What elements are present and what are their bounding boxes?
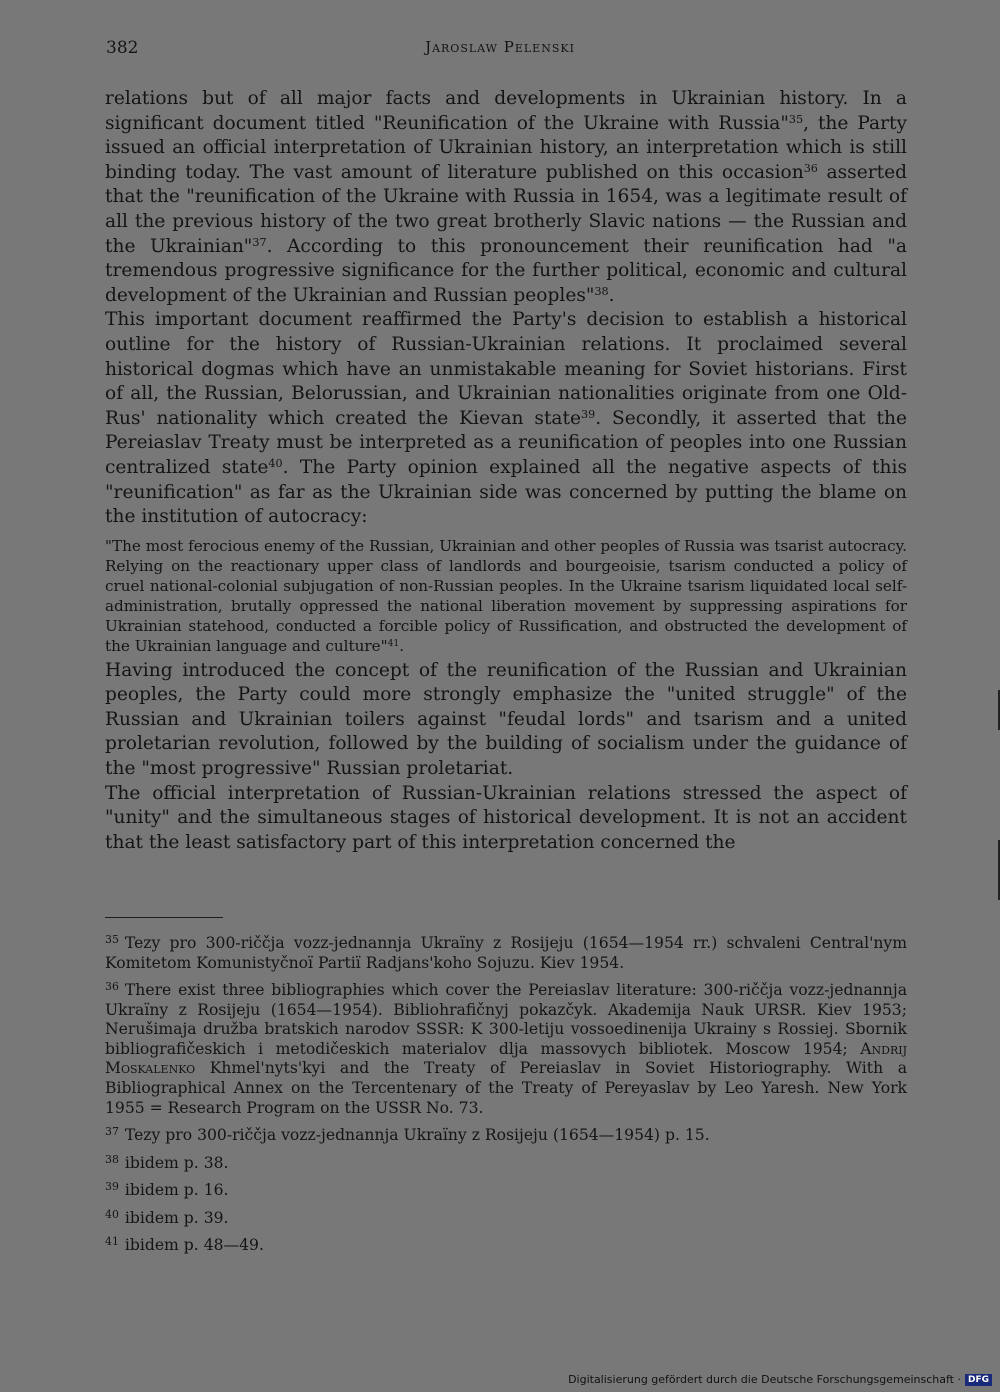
footnote-36 [105,977,907,1118]
footnote-35 [105,930,907,973]
footnote-ref-40[interactable]: 40 [268,456,283,470]
quote-text-a: "The most ferocious enemy of the Russian, Ukrainian and other peoples of Russia was tsarist autocracy. Relying on the reactionary upper class of landlords and bourgeoisie, tsarism conducted a policy of cruel national-colonial subjugation of non-Russian peoples. In the Ukraine tsarism liquidated local self-administration, brutally oppressed the national liberation movement by suppressing aspirations for Ukrainian statehood, conducted a forcible policy of Russification, and obstructed the development of the Ukrainian language and culture" [105,536,907,655]
paragraph-1-text-a: relations but of all major facts and developments in Ukrainian history. In a significant document titled "Reunification of the Ukraine with Russia" [105,88,907,134]
footnote-number: 37 [105,1125,119,1139]
footnote-ref-41[interactable]: 41 [387,638,400,649]
footnote-ref-38[interactable]: 38 [594,284,609,298]
footnote-38 [105,1150,907,1174]
footnote-number: 41 [105,1235,119,1249]
footnote-ref-37[interactable]: 37 [252,235,267,249]
footnote-text: ibidem p. 16. [124,1181,229,1200]
footnote-number: 35 [105,933,119,946]
paragraph-4: The official interpretation of Russian-Ukrainian relations stressed the aspect of "unity" and the simultaneous stages of historical development. It is not an accident that the least satisfactory part of this interpretation concerned the [105,782,907,853]
footnote-text-b: Khmel'nyts'kyi and the Treaty of Pereiaslav in Soviet Historiography. With a Bibliographical Annex on the Tercentenary of the Treaty of Pereyaslav by Leo Yaresh. New York 1955 = Research Program on the USSR No. 73. [105,1059,907,1117]
page-number: 382 [106,38,139,58]
paragraph-1 [105,87,907,308]
dfg-logo: DFG [965,1374,992,1386]
footnote-ref-39[interactable]: 39 [581,407,596,421]
footnote-ref-35[interactable]: 35 [788,112,804,126]
paragraph-2 [105,308,907,529]
footnote-text: ibidem p. 38. [124,1153,229,1172]
footnote-number: 38 [105,1152,119,1166]
footnote-number: 40 [105,1207,119,1221]
paragraph-1-text-c: asserted that the "reunification of the Ukraine with Russia in 1654, was a legitimate result of all the previous history of the two great brotherly Slavic nations — the Russian and the Ukrainian" [105,161,907,257]
running-head: Jaroslaw Pelenski [425,38,575,56]
block-quote [105,536,907,656]
footnote-37 [105,1122,907,1146]
footnote-author: Andrij Moskalenko [105,1039,907,1078]
footnote-text: Tezy pro 300-riččja vozz-jednannja Ukraïny z Rosijeju (1654—1954) p. 15. [124,1126,710,1145]
stamp-text: Digitalisierung gefördert durch die Deutsche Forschungsgemeinschaft · [568,1373,961,1386]
footnote-41 [105,1232,907,1256]
quote-text-b: . [399,636,405,655]
footnote-number: 39 [105,1180,119,1194]
footnote-text: ibidem p. 48—49. [124,1236,264,1255]
footnote-divider [105,917,223,918]
footnote-text: ibidem p. 39. [124,1208,229,1227]
footnote-40 [105,1205,907,1229]
paragraph-1-text-b: , the Party issued an official interpretation of Ukrainian history, an interpretation which is still binding today. The vast amount of literature published on this occasion [105,112,907,183]
footnote-ref-36[interactable]: 36 [803,161,818,175]
paragraph-3: Having introduced the concept of the reunification of the Russian and Ukrainian peoples, the Party could more strongly emphasize the "united struggle" of the Russian and Ukrainian toilers against "feudal lords" and tsarism and a united proletarian revolution, followed by the building of socialism under the guidance of the "most progressive" Russian proletariat. [105,659,907,780]
paragraph-1-text-d: . According to this pronouncement their reunification had "a tremendous progressive significance for the further political, economic and cultural development of the Ukrainian and Russian peoples" [105,235,907,306]
paragraph-1-text-e: . [608,284,615,306]
footnote-text: Tezy pro 300-riččja vozz-jednannja Ukraïny z Rosijeju (1654—1954 rr.) schvaleni Central'nym Komitetom Komunistyčnoï Partiï Radjans'koho Sojuzu. Kiev 1954. [105,933,907,972]
paragraph-2-text-b: . Secondly, it asserted that the Pereiaslav Treaty must be interpreted as a reunification of peoples into one Russian centralized state [105,407,907,478]
paragraph-2-text-c: . The Party opinion explained all the negative aspects of this "reunification" as far as the Ukrainian side was concerned by putting the blame on the institution of autocracy: [105,456,907,528]
paragraph-2-text-a: This important document reaffirmed the Party's decision to establish a historical outline for the history of Russian-Ukrainian relations. It proclaimed several historical dogmas which have an unmistakable meaning for Soviet historians. First of all, the Russian, Belorussian, and Ukrainian nationalities originate from one Old-Rus' nationality which created the Kievan state [105,309,907,429]
footnotes [105,930,907,1260]
digitization-stamp [568,1373,992,1386]
footnote-number: 36 [105,980,119,994]
footnote-text-a: There exist three bibliographies which cover the Pereiaslav literature: 300-riččja vozz-jednannja Ukraïny z Rosijeju (1654—1954). Bibliohrafičnyj pokazčyk. Akademija Nauk URSR. Kiev 1953; Nerušimaja družba bratskich narodov SSSR: K 300-letiju vossoedinenija Ukrainy s Rossiej. Sbornik bibliografičeskich i metodičeskich materialov dlja massovych bibliotek. Moscow 1954; [105,981,907,1058]
footnote-39 [105,1177,907,1201]
body-text [105,87,907,855]
